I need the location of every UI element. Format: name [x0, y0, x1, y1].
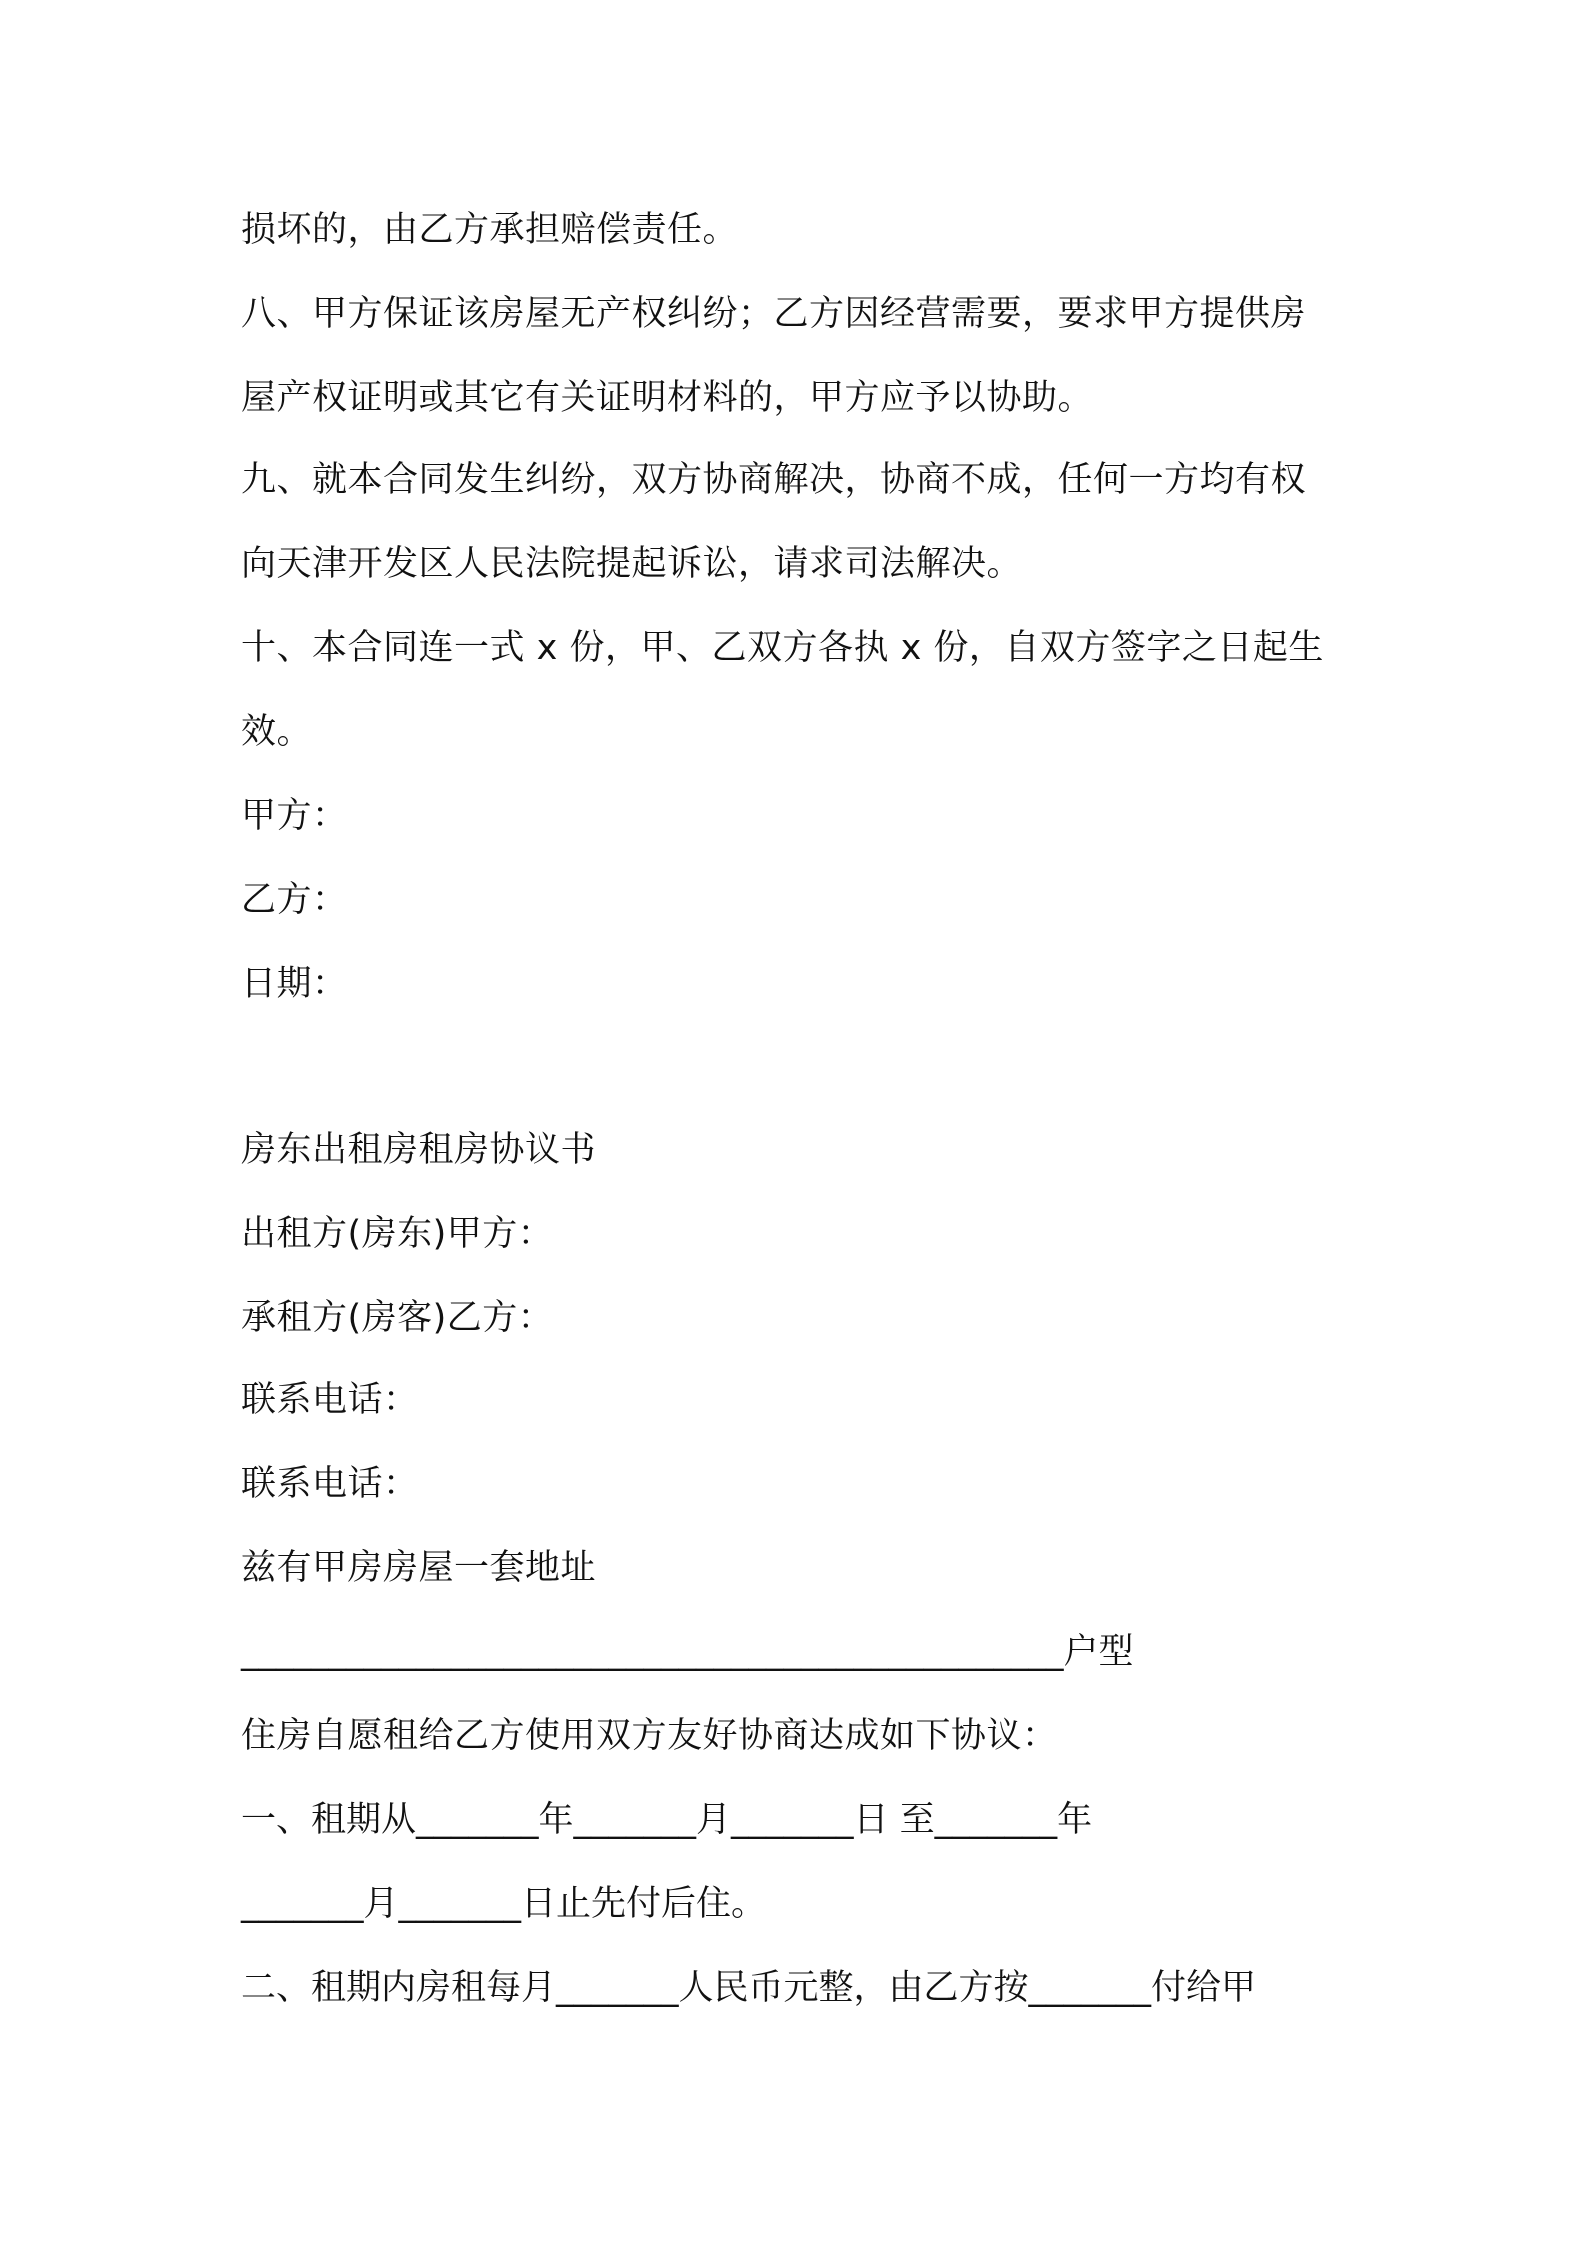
lessor-label: 出租方(房东)甲方： — [241, 1214, 554, 1254]
signature-date: 日期： — [241, 964, 348, 1004]
phone-label-1: 联系电话： — [241, 1380, 419, 1420]
address-intro: 兹有甲房房屋一套地址 — [241, 1548, 597, 1588]
clause-8-line-1: 八、甲方保证该房屋无产权纠纷；乙方因经营需要，要求甲方提供房 — [241, 294, 1307, 334]
clause-9-line-1: 九、就本合同发生纠纷，双方协商解决，协商不成，任何一方均有权 — [241, 460, 1307, 500]
phone-label-2: 联系电话： — [241, 1464, 419, 1504]
signature-party-a: 甲方： — [241, 796, 348, 836]
term-clause-line-1: 一、租期从_______年_______月_______日 至_______年 — [241, 1800, 1093, 1840]
term-clause-line-2: _______月_______日止先付后住。 — [241, 1884, 767, 1924]
clause-8-line-2: 屋产权证明或其它有关证明材料的，甲方应予以协助。 — [241, 378, 1094, 418]
clause-10-line-2: 效。 — [241, 712, 313, 752]
address-blank-line: _______________________________________________户型 — [241, 1632, 1134, 1672]
continuation-text: 损坏的，由乙方承担赔偿责任。 — [241, 210, 739, 250]
signature-party-b: 乙方： — [241, 880, 348, 920]
agreement-title: 房东出租房租房协议书 — [241, 1130, 597, 1170]
agreement-intro: 住房自愿租给乙方使用双方友好协商达成如下协议： — [241, 1716, 1058, 1756]
clause-9-line-2: 向天津开发区人民法院提起诉讼，请求司法解决。 — [241, 544, 1023, 584]
lessee-label: 承租方(房客)乙方： — [241, 1298, 554, 1338]
clause-10-line-1: 十、本合同连一式 x 份，甲、乙双方各执 x 份，自双方签字之日起生 — [241, 628, 1324, 668]
rent-clause-line-1: 二、租期内房租每月_______人民币元整，由乙方按_______付给甲 — [241, 1968, 1257, 2008]
